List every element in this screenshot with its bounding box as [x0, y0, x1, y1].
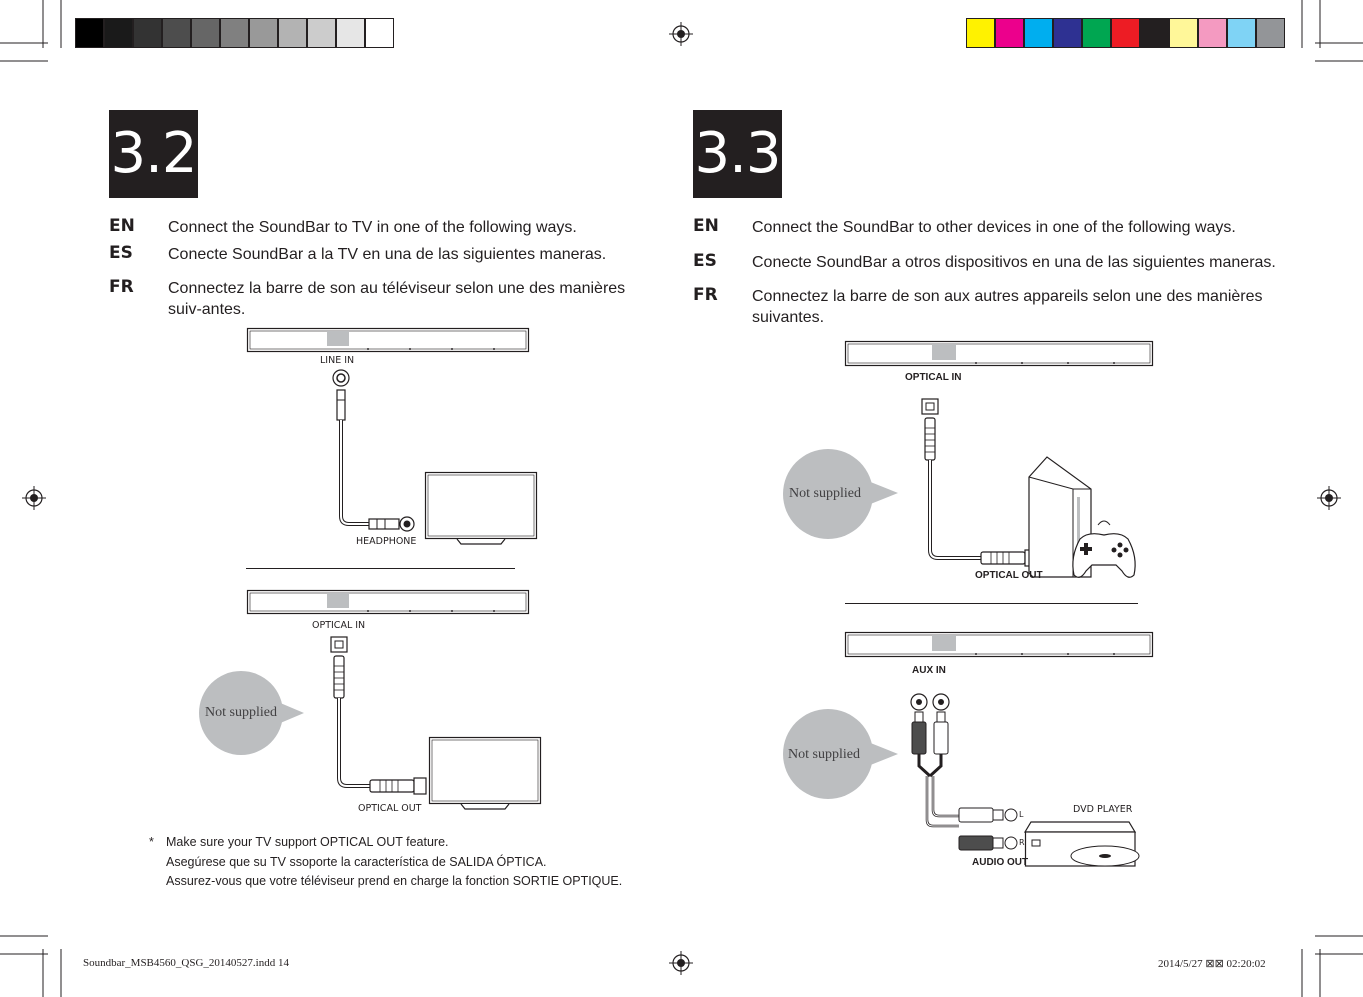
tv-icon — [425, 472, 537, 548]
note-line-es: Asegúrese que su TV ssoporte la característica de SALIDA ÓPTICA. — [166, 855, 547, 869]
optical-out-label: OPTICAL OUT — [975, 570, 1043, 581]
calibration-swatch — [365, 18, 394, 48]
instruction-en: Connect the SoundBar to TV in one of the following ways. — [168, 219, 577, 236]
registration-mark-bottom-icon — [669, 951, 693, 975]
note-line-en: Make sure your TV support OPTICAL OUT feature. — [166, 835, 449, 849]
lang-code-es: ES — [109, 243, 133, 263]
calibration-swatch — [1256, 18, 1285, 48]
not-supplied-text: Not supplied — [205, 705, 277, 720]
optical-cable-icon — [919, 398, 1039, 573]
registration-mark-right-icon — [1317, 486, 1341, 510]
instruction-fr: Connectez la barre de son au téléviseur selon une des manières suiv-antes. — [168, 280, 626, 318]
calibration-swatch — [307, 18, 336, 48]
dvd-player-icon — [1025, 820, 1137, 872]
line-in-label: LINE IN — [320, 355, 355, 366]
calibration-swatch — [1140, 18, 1169, 48]
optical-in-label: OPTICAL IN — [312, 620, 366, 631]
bubble-pointer — [868, 481, 902, 507]
calibration-swatch — [1082, 18, 1111, 48]
not-supplied-text: Not supplied — [788, 747, 860, 762]
calibration-swatch — [1169, 18, 1198, 48]
footer-timestamp: 2014/5/27 ⊠⊠ 02:20:02 — [1158, 958, 1266, 970]
calibration-swatch — [1024, 18, 1053, 48]
soundbar-icon — [845, 632, 1153, 657]
lang-code-es: ES — [693, 251, 717, 271]
registration-mark-left-icon — [22, 486, 46, 510]
calibration-swatch — [1053, 18, 1082, 48]
instruction-es: Conecte SoundBar a la TV en una de las siguientes maneras. — [168, 246, 607, 263]
headphone-label: HEADPHONE — [356, 536, 417, 547]
optical-in-label: OPTICAL IN — [905, 372, 962, 383]
audio-out-label: AUDIO OUT — [972, 857, 1029, 868]
calibration-swatch — [1111, 18, 1140, 48]
rca-cable-icon — [903, 690, 1023, 860]
note-marker: * — [149, 835, 154, 849]
lang-code-en: EN — [109, 216, 135, 236]
left-channel-label: L — [1019, 810, 1024, 819]
soundbar-icon — [247, 590, 529, 614]
instruction-es: Conecte SoundBar a otros dispositivos en una de las siguientes maneras. — [752, 254, 1276, 271]
right-channel-label: R — [1019, 838, 1025, 847]
diagram-divider — [845, 603, 1138, 604]
calibration-swatch — [104, 18, 133, 48]
soundbar-icon — [247, 328, 529, 352]
bubble-pointer — [868, 742, 902, 768]
lang-code-en: EN — [693, 216, 719, 236]
diagram-divider — [246, 568, 515, 569]
gamepad-icon — [1070, 517, 1140, 582]
calibration-swatch — [995, 18, 1024, 48]
footer-filename: Soundbar_MSB4560_QSG_20140527.indd 14 — [83, 957, 289, 969]
soundbar-icon — [845, 341, 1153, 366]
not-supplied-text: Not supplied — [789, 486, 861, 501]
note-line-fr: Assurez-vous que votre téléviseur prend en charge la fonction SORTIE OPTIQUE. — [166, 874, 623, 888]
calibration-swatch — [278, 18, 307, 48]
lang-code-fr: FR — [693, 285, 718, 305]
optical-cable-icon — [328, 636, 438, 811]
section-number-3-2: 3.2 — [109, 110, 198, 198]
calibration-swatch — [75, 18, 104, 48]
tv-icon — [429, 737, 541, 813]
registration-mark-top-icon — [669, 22, 693, 46]
calibration-swatch — [133, 18, 162, 48]
instruction-fr: Connectez la barre de son aux autres appareils selon une des manières suivantes. — [752, 288, 1263, 326]
calibration-swatch — [1227, 18, 1256, 48]
calibration-swatch — [966, 18, 995, 48]
section-number-3-3: 3.3 — [693, 110, 782, 198]
aux-in-label: AUX IN — [912, 665, 946, 676]
calibration-swatch — [336, 18, 365, 48]
calibration-swatch — [1198, 18, 1227, 48]
lang-code-fr: FR — [109, 277, 134, 297]
calibration-swatch — [220, 18, 249, 48]
optical-out-label: OPTICAL OUT — [358, 803, 422, 814]
calibration-swatch — [162, 18, 191, 48]
bubble-pointer — [278, 702, 308, 726]
calibration-swatch — [191, 18, 220, 48]
dvd-player-label: DVD PLAYER — [1073, 804, 1133, 815]
calibration-swatch — [249, 18, 278, 48]
instruction-en: Connect the SoundBar to other devices in one of the following ways. — [752, 219, 1236, 236]
